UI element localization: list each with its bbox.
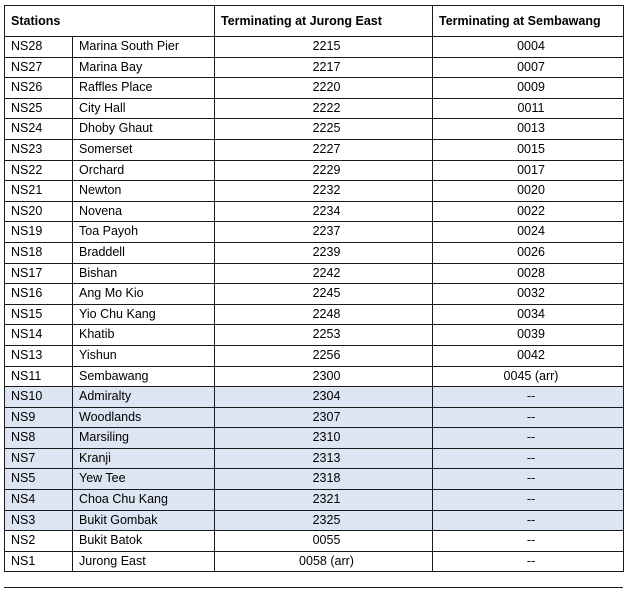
station-code: NS15: [5, 304, 73, 325]
timetable: [4, 5, 624, 572]
station-code: NS17: [5, 263, 73, 284]
jurong-east-time: 2321: [215, 490, 433, 511]
station-code: NS13: [5, 345, 73, 366]
station-code: NS28: [5, 37, 73, 58]
sembawang-time: 0034: [433, 304, 624, 325]
table-row: [5, 531, 624, 552]
station-name: Toa Payoh: [73, 222, 215, 243]
station-name: Yew Tee: [73, 469, 215, 490]
table-row: [5, 407, 624, 428]
table-row: [5, 37, 624, 58]
sembawang-time: 0032: [433, 284, 624, 305]
table-row: [5, 469, 624, 490]
station-code: NS21: [5, 181, 73, 202]
station-code: NS5: [5, 469, 73, 490]
sembawang-time: 0039: [433, 325, 624, 346]
station-name: Braddell: [73, 242, 215, 263]
station-code: NS8: [5, 428, 73, 449]
jurong-east-time: 2232: [215, 181, 433, 202]
table-bottom-border: [4, 587, 623, 588]
table-row: [5, 242, 624, 263]
station-code: NS19: [5, 222, 73, 243]
table-row: [5, 160, 624, 181]
sembawang-time: --: [433, 490, 624, 511]
station-name: Ang Mo Kio: [73, 284, 215, 305]
sembawang-time: 0015: [433, 139, 624, 160]
station-name: Sembawang: [73, 366, 215, 387]
table-row: [5, 222, 624, 243]
jurong-east-time: 2234: [215, 201, 433, 222]
sembawang-time: --: [433, 448, 624, 469]
jurong-east-time: 2237: [215, 222, 433, 243]
station-name: Bishan: [73, 263, 215, 284]
sembawang-time: 0011: [433, 98, 624, 119]
station-name: Bukit Gombak: [73, 510, 215, 531]
station-name: Bukit Batok: [73, 531, 215, 552]
header-jurong-east: Terminating at Jurong East: [215, 6, 433, 37]
sembawang-time: --: [433, 531, 624, 552]
table-row: [5, 98, 624, 119]
jurong-east-time: 2300: [215, 366, 433, 387]
jurong-east-time: 2245: [215, 284, 433, 305]
station-name: Yio Chu Kang: [73, 304, 215, 325]
table-row: [5, 78, 624, 99]
jurong-east-time: 2229: [215, 160, 433, 181]
jurong-east-time: 2310: [215, 428, 433, 449]
station-code: NS14: [5, 325, 73, 346]
station-name: Orchard: [73, 160, 215, 181]
jurong-east-time: 2318: [215, 469, 433, 490]
station-name: Yishun: [73, 345, 215, 366]
jurong-east-time: 2225: [215, 119, 433, 140]
station-code: NS9: [5, 407, 73, 428]
jurong-east-time: 2256: [215, 345, 433, 366]
station-code: NS24: [5, 119, 73, 140]
table-row: [5, 366, 624, 387]
header-sembawang: Terminating at Sembawang: [433, 6, 624, 37]
jurong-east-time: 2215: [215, 37, 433, 58]
table-row: [5, 325, 624, 346]
station-name: Admiralty: [73, 387, 215, 408]
jurong-east-time: 0055: [215, 531, 433, 552]
station-code: NS22: [5, 160, 73, 181]
sembawang-time: --: [433, 510, 624, 531]
jurong-east-time: 2325: [215, 510, 433, 531]
table-row: [5, 448, 624, 469]
sembawang-time: 0042: [433, 345, 624, 366]
table-row: [5, 428, 624, 449]
station-code: NS16: [5, 284, 73, 305]
sembawang-time: --: [433, 407, 624, 428]
sembawang-time: 0022: [433, 201, 624, 222]
sembawang-time: 0028: [433, 263, 624, 284]
sembawang-time: 0013: [433, 119, 624, 140]
sembawang-time: 0045 (arr): [433, 366, 624, 387]
station-code: NS18: [5, 242, 73, 263]
table-row: [5, 510, 624, 531]
station-code: NS23: [5, 139, 73, 160]
station-name: Raffles Place: [73, 78, 215, 99]
station-name: Jurong East: [73, 551, 215, 572]
station-name: Choa Chu Kang: [73, 490, 215, 511]
sembawang-time: 0004: [433, 37, 624, 58]
station-code: NS3: [5, 510, 73, 531]
station-name: Woodlands: [73, 407, 215, 428]
sembawang-time: 0024: [433, 222, 624, 243]
station-name: Marina Bay: [73, 57, 215, 78]
jurong-east-time: 2239: [215, 242, 433, 263]
table-row: [5, 490, 624, 511]
header-stations: Stations: [5, 6, 215, 37]
sembawang-time: --: [433, 387, 624, 408]
station-name: Khatib: [73, 325, 215, 346]
station-code: NS11: [5, 366, 73, 387]
header-row: [5, 6, 624, 37]
sembawang-time: 0017: [433, 160, 624, 181]
station-code: NS4: [5, 490, 73, 511]
station-code: NS10: [5, 387, 73, 408]
table-row: [5, 119, 624, 140]
jurong-east-time: 2220: [215, 78, 433, 99]
station-name: Marina South Pier: [73, 37, 215, 58]
station-code: NS20: [5, 201, 73, 222]
table-row: [5, 201, 624, 222]
jurong-east-time: 2217: [215, 57, 433, 78]
station-code: NS7: [5, 448, 73, 469]
station-name: City Hall: [73, 98, 215, 119]
station-code: NS25: [5, 98, 73, 119]
station-name: Kranji: [73, 448, 215, 469]
station-name: Marsiling: [73, 428, 215, 449]
jurong-east-time: 0058 (arr): [215, 551, 433, 572]
sembawang-time: --: [433, 469, 624, 490]
jurong-east-time: 2304: [215, 387, 433, 408]
sembawang-time: 0026: [433, 242, 624, 263]
table-row: [5, 57, 624, 78]
station-name: Dhoby Ghaut: [73, 119, 215, 140]
station-code: NS1: [5, 551, 73, 572]
station-code: NS2: [5, 531, 73, 552]
jurong-east-time: 2313: [215, 448, 433, 469]
station-code: NS27: [5, 57, 73, 78]
sembawang-time: --: [433, 551, 624, 572]
station-name: Somerset: [73, 139, 215, 160]
table-row: [5, 345, 624, 366]
table-row: [5, 139, 624, 160]
sembawang-time: --: [433, 428, 624, 449]
jurong-east-time: 2242: [215, 263, 433, 284]
table-row: [5, 284, 624, 305]
jurong-east-time: 2253: [215, 325, 433, 346]
sembawang-time: 0020: [433, 181, 624, 202]
table-row: [5, 387, 624, 408]
station-name: Novena: [73, 201, 215, 222]
jurong-east-time: 2227: [215, 139, 433, 160]
table-row: [5, 263, 624, 284]
jurong-east-time: 2222: [215, 98, 433, 119]
table-row: [5, 181, 624, 202]
jurong-east-time: 2307: [215, 407, 433, 428]
jurong-east-time: 2248: [215, 304, 433, 325]
table-row: [5, 304, 624, 325]
table-row: [5, 551, 624, 572]
station-name: Newton: [73, 181, 215, 202]
sembawang-time: 0007: [433, 57, 624, 78]
sembawang-time: 0009: [433, 78, 624, 99]
station-code: NS26: [5, 78, 73, 99]
